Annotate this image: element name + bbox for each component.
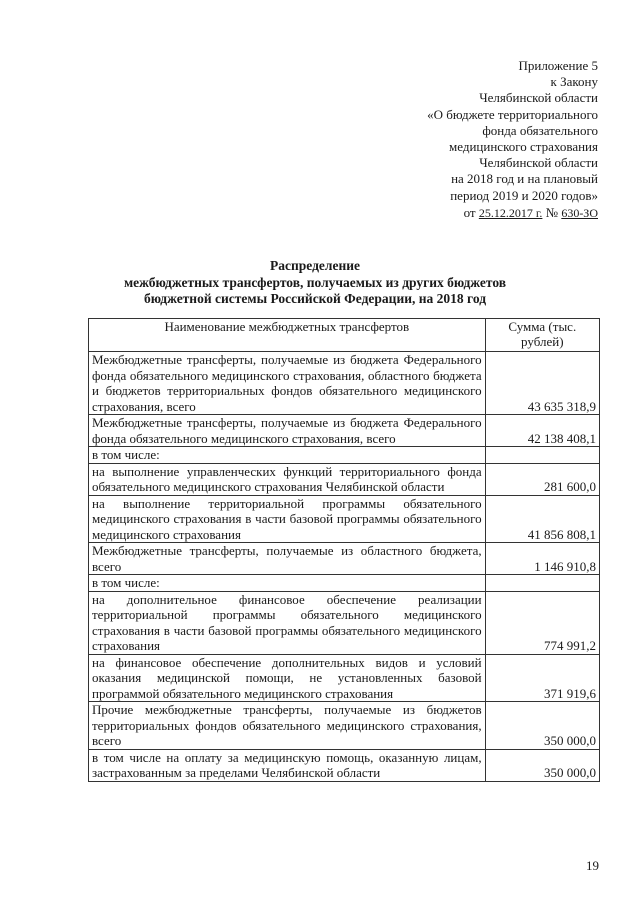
table-row	[89, 447, 600, 464]
row-name: Межбюджетные трансферты, получаемые из областного бюджета, всего	[89, 543, 486, 575]
row-name: Межбюджетные трансферты, получаемые из бюджета Федерального фонда обязательного медицинского страхования, областного бюджета и бюджетов территориальных фондов обязательного медицинского страхования, всего	[89, 352, 486, 415]
appendix-line: Челябинской области	[479, 155, 598, 171]
table-row	[89, 575, 600, 592]
row-sum: 350 000,0	[485, 702, 599, 750]
title-line: Распределение	[269, 258, 361, 273]
row-sum: 1 146 910,8	[485, 543, 599, 575]
law-date: 25.12.2017 г.	[478, 205, 543, 220]
row-name: на выполнение территориальной программы обязательного медицинского страхования в части базовой программы обязательного медицинского страхования	[89, 495, 486, 543]
row-sum: 42 138 408,1	[485, 415, 599, 447]
number-prefix: №	[545, 204, 559, 220]
appendix-line: на 2018 год и на плановый	[451, 171, 598, 187]
table-row	[89, 591, 600, 654]
title-line: бюджетной системы Российской Федерации, на 2018 год	[143, 291, 487, 306]
row-name: в том числе:	[89, 447, 486, 464]
row-sum: 43 635 318,9	[485, 352, 599, 415]
transfers-table	[88, 318, 600, 782]
table-row	[89, 463, 600, 495]
table-row	[89, 702, 600, 750]
row-name: в том числе:	[89, 575, 486, 592]
table-row	[89, 543, 600, 575]
title-line: межбюджетных трансфертов, получаемых из других бюджетов	[123, 274, 507, 290]
row-name: Межбюджетные трансферты, получаемые из бюджета Федерального фонда обязательного медицинского страхования, всего	[89, 415, 486, 447]
row-name: на выполнение управленческих функций территориального фонда обязательного медицинского страхования Челябинской области	[89, 463, 486, 495]
table-row	[89, 352, 600, 415]
page-number: 19	[586, 858, 599, 873]
row-name: на дополнительное финансовое обеспечение реализации территориальной программы обязательного медицинского страхования в части базовой программы обязательного медицинского страхования	[89, 591, 486, 654]
row-name: Прочие межбюджетные трансферты, получаемые из бюджетов территориальных фондов обязательного медицинского страхования, всего	[89, 702, 486, 750]
row-sum	[485, 447, 599, 464]
row-sum	[485, 575, 599, 592]
table-row	[89, 749, 600, 781]
header-sum: Сумма (тыс. рублей)	[485, 319, 599, 352]
document-title	[80, 258, 550, 308]
date-prefix: от	[463, 204, 476, 220]
appendix-header	[338, 58, 598, 221]
table-header-row	[89, 319, 600, 352]
table-row	[89, 415, 600, 447]
row-sum: 774 991,2	[485, 591, 599, 654]
row-sum: 41 856 808,1	[485, 495, 599, 543]
appendix-line: период 2019 и 2020 годов»	[450, 187, 598, 203]
law-number: 630-ЗО	[561, 205, 598, 220]
row-sum: 281 600,0	[485, 463, 599, 495]
law-date-number	[338, 205, 598, 221]
appendix-line: Приложение 5	[518, 58, 598, 73]
header-name: Наименование межбюджетных трансфертов	[89, 319, 486, 352]
appendix-line: «О бюджете территориального	[427, 106, 598, 122]
row-name: на финансовое обеспечение дополнительных видов и условий оказания медицинской помощи, не установленных базовой программой обязательного медицинского страхования	[89, 654, 486, 702]
appendix-line: фонда обязательного	[482, 122, 598, 138]
appendix-line: Челябинской области	[479, 90, 598, 106]
table-row	[89, 495, 600, 543]
table-row	[89, 654, 600, 702]
row-sum: 350 000,0	[485, 749, 599, 781]
appendix-line: медицинского страхования	[449, 139, 598, 155]
appendix-line: к Закону	[550, 74, 598, 90]
row-name: в том числе на оплату за медицинскую помощь, оказанную лицам, застрахованным за пределами Челябинской области	[89, 749, 486, 781]
row-sum: 371 919,6	[485, 654, 599, 702]
